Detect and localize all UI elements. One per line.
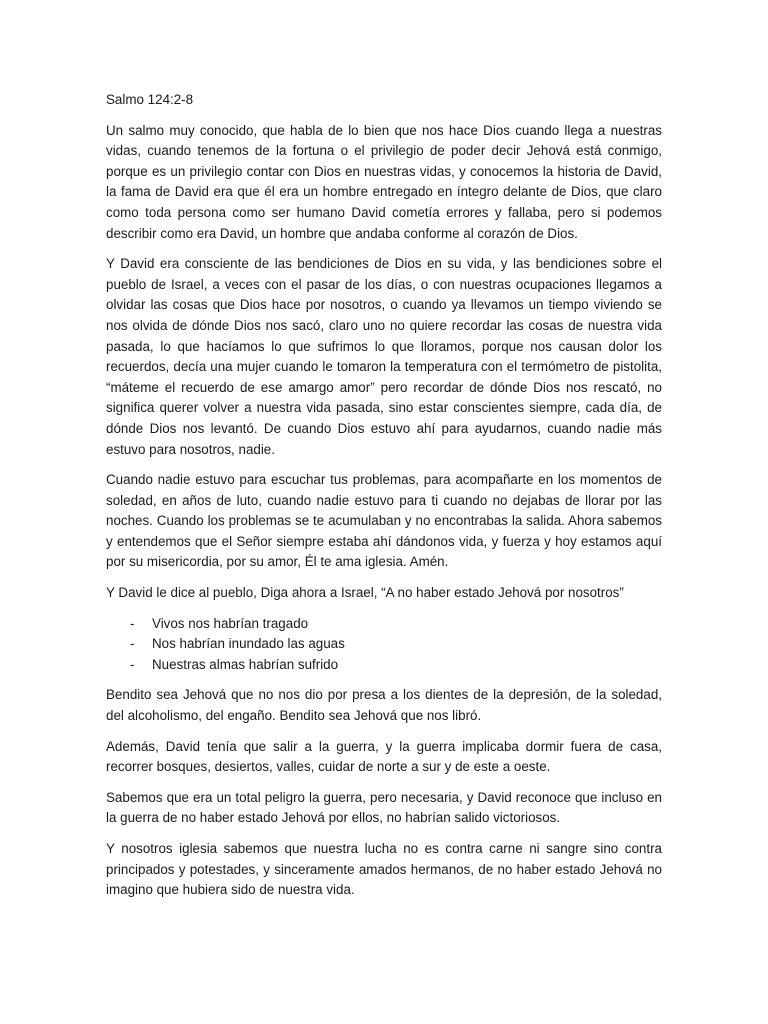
document-title: Salmo 124:2-8 xyxy=(106,92,194,107)
list-item xyxy=(130,655,662,676)
consequence-list xyxy=(106,614,662,676)
paragraph-5: Bendito sea Jehová que no nos dio por presa a los dientes de la depresión, de la soledad, del alcoholismo, del engaño. Bendito sea Jehová que nos libró. xyxy=(106,687,662,724)
list-item-text: Nos habrían inundado las aguas xyxy=(152,636,345,652)
list-dash-marker: - xyxy=(130,636,135,652)
paragraph-7: Sabemos que era un total peligro la guerra, pero necesaria, y David reconoce que incluso en la guerra de no haber estado Jehová por ellos, no habrían salido victoriosos. xyxy=(106,789,662,826)
list-dash-marker: - xyxy=(130,615,135,631)
paragraph-4: Y David le dice al pueblo, Diga ahora a Israel, “A no haber estado Jehová por nosotros” xyxy=(106,585,624,601)
paragraph-6: Además, David tenía que salir a la guerra, y la guerra implicaba dormir fuera de casa, recorrer bosques, desiertos, valles, cuidar de norte a sur y de este a oeste. xyxy=(106,738,662,775)
list-item-text: Nuestras almas habrían sufrido xyxy=(152,656,339,672)
list-item xyxy=(130,614,662,635)
paragraph-3: Cuando nadie estuvo para escuchar tus problemas, para acompañarte en los momentos de soledad, en años de luto, cuando nadie estuvo para ti cuando no dejabas de llorar por las noches. Cuando los problemas se te acumulaban y no encontrabas la salida. Ahora sabemos y entendemos que el Señor siempre estaba ahí dándonos vida, y fuerza y hoy estamos aquí por su misericordia, por su amor, Él te ama iglesia. Amén. xyxy=(106,472,662,570)
list-dash-marker: - xyxy=(130,656,135,672)
document-page xyxy=(106,90,662,911)
paragraph-1: Un salmo muy conocido, que habla de lo bien que nos hace Dios cuando llega a nuestras vidas, cuando tenemos de la fortuna o el privilegio de poder decir Jehová está conmigo, porque es un privilegio contar con Dios en nuestras vidas, y conocemos la historia de David, la fama de David era que él era un hombre entregado en íntegro delante de Dios, que claro como toda persona como ser humano David cometía errores y fallaba, pero si podemos describir como era David, un hombre que andaba conforme al corazón de Dios. xyxy=(106,122,662,241)
paragraph-8: Y nosotros iglesia sabemos que nuestra lucha no es contra carne ni sangre sino contra principados y potestades, y sinceramente amados hermanos, de no haber estado Jehová no imagino que hubiera sido de nuestra vida. xyxy=(106,841,662,898)
list-item-text: Vivos nos habrían tragado xyxy=(152,615,309,631)
paragraph-2: Y David era consciente de las bendiciones de Dios en su vida, y las bendiciones sobre el pueblo de Israel, a veces con el pasar de los días, o con nuestras ocupaciones llegamos a olvidar las cosas que Dios hace por nosotros, o cuando ya llevamos un tiempo viviendo se nos olvida de dónde Dios nos sacó, claro uno no quiere recordar las cosas de nuestra vida pasada, lo que hacíamos lo que sufrimos lo que lloramos, porque nos causan dolor los recuerdos, decía una mujer cuando le tomaron la temperatura con el termómetro de pistolita, “máteme el recuerdo de ese amargo amor” pero recordar de dónde Dios nos rescató, no significa querer volver a nuestra vida pasada, sino estar conscientes siempre, cada día, de dónde Dios nos levantó. De cuando Dios estuvo ahí para ayudarnos, cuando nadie más estuvo para nosotros, nadie. xyxy=(106,256,662,457)
list-item xyxy=(130,634,662,655)
